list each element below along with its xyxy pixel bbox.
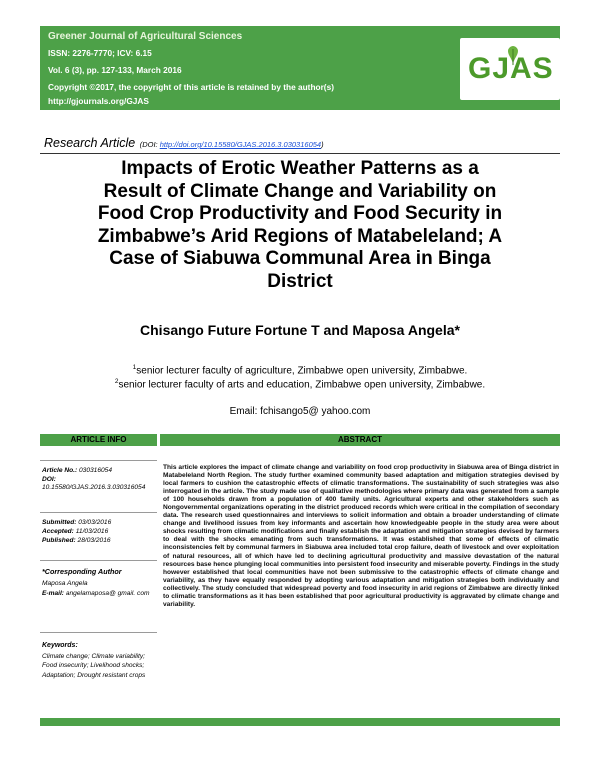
title-line: Case of Siabuwa Communal Area in Binga xyxy=(109,248,491,269)
gjas-logo xyxy=(460,38,560,100)
corresponding-author-name: Maposa Angela xyxy=(42,580,88,587)
article-doi-info: DOI: 10.15580/GJAS.2016.3.030316054 xyxy=(42,476,146,492)
doi-link[interactable]: http://doi.org/10.15580/GJAS.2016.3.030316054 xyxy=(159,140,322,149)
title-line: Result of Climate Change and Variability on xyxy=(103,180,497,202)
article-type-line xyxy=(44,134,324,152)
divider xyxy=(40,512,157,513)
title-line: Zimbabwe’s Arid Regions of Matabeleland; A xyxy=(97,225,503,247)
affiliation-1: $^1$senior lecturer faculty of agriculture, Zimbabwe open university, Zimbabwe. xyxy=(132,364,468,377)
keywords-heading: Keywords: xyxy=(42,642,78,649)
title-line: District xyxy=(267,270,333,292)
article-number: Article No.: 030316054 xyxy=(42,467,113,474)
corresponding-author-email: E-mail: angelamaposa@ gmail. com xyxy=(42,590,150,597)
title-line: Food Crop Productivity and Food Security in xyxy=(97,203,503,224)
journal-header-banner xyxy=(40,26,560,110)
divider xyxy=(40,460,157,461)
journal-issn: ISSN: 2276-7770; ICV: 6.15 xyxy=(48,48,152,58)
article-type-label: Research Article xyxy=(44,136,136,150)
submitted-date: Submitted: 03/03/2016 xyxy=(42,519,112,526)
abstract-text: This article explores the impact of climate change and variability on food crop productivity in Siabuwa area of Binga district in Matabeleland North Region. The study further examined community based adaptation and mitigation strategies devised by local farmers to cushion the catastrophic effects of climatic transformations. The sustainability of such strategies was also interrogated in the article. The study made use of qualitative methodologies where primary data was generated from a sample of 100 households drawn from a population of 400 family units. Agricultural experts and other stakeholders such as Nongovernmental organizations operating in the district produced records which were critical in the compilation of secondary data. The research used questionnaires and interviews to solicit information and obtain a broader understanding of climate change and livelihood issues from key informants and ascertain how knowledgeable people in the study area were about shocks resulting from climatic modifications and finally establish the adaptation and mitigation strategies devised by farmers to deal with the shocks emanating from such transformations. It was established that some of effects of climatic inconsistencies felt by communal farmers in Siabuwa area included total crop failure, death of livestock and over exploitation of natural resources, all of which have led to declining agricultural productivity and massive devastation of the natural resources base hence plunging local communities into persistent food insecurity and miserable poverty. Findings in the study however established that local communities have not been submissive to the catastrophic effects of climate change and variability, as they have equally responded by adopting various adaptation and mitigation strategies both individually and collectively. The study concluded that widespread poverty and food insecurity in arid regions of Zimbabwe are directly linked to climatic transformations as it has been established that poor agricultural productivity is aggravated by climate change and variability. xyxy=(163,464,559,608)
divider xyxy=(40,560,157,561)
footer-bar xyxy=(40,718,560,726)
journal-title: Greener Journal of Agricultural Sciences xyxy=(48,31,243,42)
corresponding-author-heading: *Corresponding Author xyxy=(42,567,122,576)
article-title xyxy=(40,158,560,293)
divider xyxy=(40,632,157,633)
journal-volume: Vol. 6 (3), pp. 127-133, March 2016 xyxy=(48,65,182,75)
accepted-date: Accepted: 11/03/2016 xyxy=(42,528,109,535)
journal-url[interactable]: http://gjournals.org/GJAS xyxy=(48,96,149,106)
logo-text: GJAS xyxy=(468,52,554,85)
keywords-list: Climate change; Climate variability; Food insecurity; Livelihood shocks; Adaptation; Drought resistant crops xyxy=(42,653,146,679)
journal-copyright: Copyright ©2017, the copyright of this article is retained by the author(s) xyxy=(48,82,334,92)
title-line: Impacts of Erotic Weather Patterns as a xyxy=(121,158,479,179)
authors: Chisango Future Fortune T and Maposa Angela* xyxy=(140,322,460,338)
contact-email: Email: fchisango5@ yahoo.com xyxy=(229,406,371,417)
abstract-heading: ABSTRACT xyxy=(160,434,560,446)
divider xyxy=(40,153,560,154)
article-info-heading: ARTICLE INFO xyxy=(40,434,157,446)
affiliation-2: $^2$senior lecturer faculty of arts and education, Zimbabwe open university, Zimbabwe. xyxy=(114,378,486,391)
article-doi: (DOI: http://doi.org/10.15580/GJAS.2016.3.030316054) xyxy=(139,140,324,149)
published-date: Published: 28/03/2016 xyxy=(42,537,111,544)
